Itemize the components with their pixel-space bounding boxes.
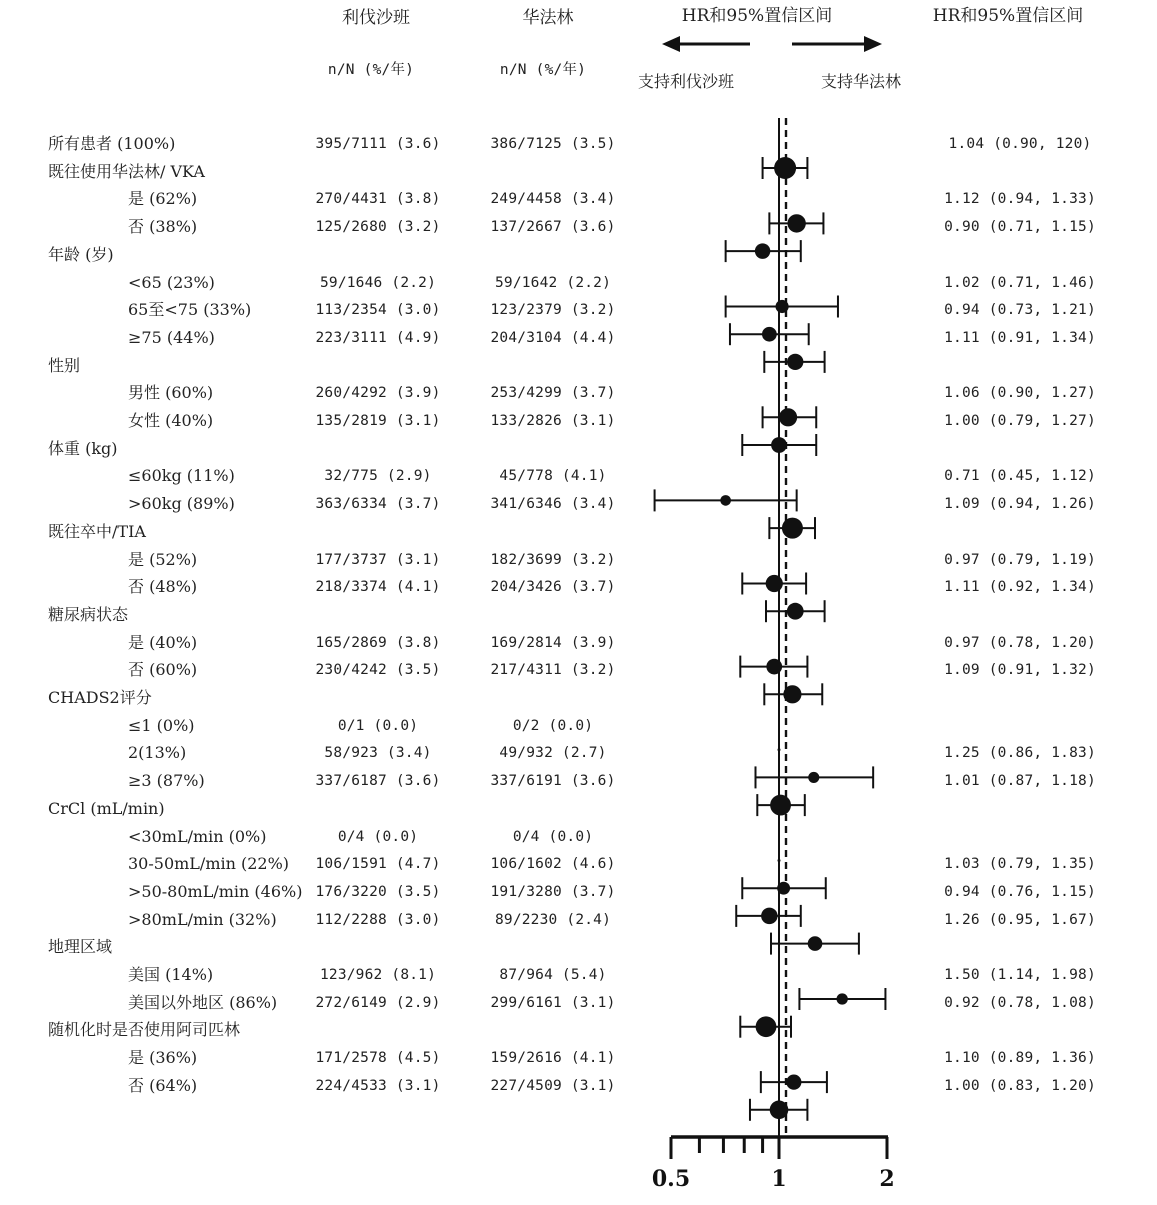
subgroup-label: 否 (48%) (128, 577, 198, 597)
forest-row-mark (764, 351, 824, 373)
warfarin-events: 137/2667 (3.6) (490, 219, 616, 236)
forest-row-mark (740, 656, 807, 678)
favor-rivaroxaban-label: 支持利伐沙班 (637, 72, 735, 91)
column-title-rivaroxaban: 利伐沙班 (342, 8, 410, 28)
hr-ci-value: 1.12 (0.94, 1.33) (944, 191, 1096, 208)
hr-ci-value: 1.11 (0.91, 1.34) (944, 329, 1096, 346)
forest-row-mark (742, 573, 806, 595)
hr-ci-value: 0.90 (0.71, 1.15) (944, 219, 1096, 236)
subgroup-heading: 体重 (kg) (48, 438, 118, 458)
subgroup-label: 否 (38%) (128, 217, 198, 237)
hr-point (808, 772, 819, 783)
subgroup-label: 30-50mL/min (22%) (128, 854, 290, 874)
subgroup-label: <30mL/min (0%) (128, 826, 267, 846)
column-title-warfarin: 华法林 (522, 8, 574, 28)
x-tick-label: 2 (879, 1166, 895, 1192)
subgroup-label: 所有患者 (100%) (48, 134, 176, 153)
x-axis (652, 1137, 895, 1192)
x-tick-label: 1 (771, 1166, 787, 1192)
hr-ci-value: 1.25 (0.86, 1.83) (944, 745, 1096, 762)
rivaroxaban-events: 218/3374 (4.1) (315, 579, 441, 596)
hr-ci-value: 1.09 (0.91, 1.32) (944, 662, 1096, 679)
rivaroxaban-events: 0/4 (0.0) (337, 828, 419, 845)
rivaroxaban-events: 0/1 (0.0) (337, 717, 419, 734)
rivaroxaban-events: 270/4431 (3.8) (315, 191, 441, 208)
forest-row-mark (742, 877, 825, 899)
subgroup-label: 女性 (40%) (128, 411, 214, 430)
hr-ci-value: 1.50 (1.14, 1.98) (944, 967, 1096, 983)
warfarin-events: 0/2 (0.0) (512, 717, 594, 734)
hr-point-empty (778, 859, 781, 862)
forest-row-mark (736, 905, 801, 927)
rivaroxaban-events: 224/4533 (3.1) (315, 1077, 441, 1094)
hr-ci-value: 1.10 (0.89, 1.36) (944, 1050, 1096, 1067)
rivaroxaban-events: 165/2869 (3.8) (315, 634, 441, 651)
hr-ci-value: 0.94 (0.76, 1.15) (944, 883, 1096, 900)
rivaroxaban-events: 113/2354 (3.0) (315, 302, 441, 319)
forest-row-mark (771, 933, 859, 955)
subgroup-label: 是 (36%) (128, 1048, 198, 1068)
forest-row-mark (766, 600, 825, 622)
rivaroxaban-events: 125/2680 (3.2) (315, 219, 441, 236)
forest-row-mark (764, 683, 822, 705)
column-unit-rivaroxaban: n/N (%/年) (327, 62, 415, 78)
subgroup-label: <65 (23%) (128, 272, 215, 292)
subgroup-label: ≥75 (44%) (128, 327, 215, 347)
hr-point (770, 795, 791, 816)
hr-point (783, 685, 801, 703)
subgroup-label: >50-80mL/min (46%) (128, 881, 303, 901)
rivaroxaban-events: 223/3111 (4.9) (315, 329, 441, 346)
hr-ci-value: 1.02 (0.71, 1.46) (944, 274, 1096, 291)
hr-point (770, 1101, 789, 1120)
warfarin-events: 123/2379 (3.2) (490, 302, 616, 319)
hr-point-empty (778, 748, 781, 751)
hr-ci-value: 0.94 (0.73, 1.21) (944, 302, 1096, 319)
rivaroxaban-events: 272/6149 (2.9) (315, 994, 441, 1011)
subgroup-label: 是 (40%) (128, 632, 198, 652)
subgroup-label: 否 (64%) (128, 1075, 198, 1095)
hr-point (779, 408, 797, 426)
warfarin-events: 253/4299 (3.7) (490, 385, 616, 402)
hr-point (774, 157, 796, 179)
rivaroxaban-events: 230/4242 (3.5) (315, 662, 441, 679)
rivaroxaban-events: 32/775 (2.9) (324, 468, 432, 485)
subgroup-label: 美国以外地区 (86%) (128, 992, 278, 1012)
rivaroxaban-events: 171/2578 (4.5) (315, 1050, 441, 1067)
forest-row-mark (726, 240, 801, 262)
subgroup-label: 是 (52%) (128, 549, 198, 569)
favor-left-arrow (662, 36, 750, 52)
rivaroxaban-events: 177/3737 (3.1) (315, 551, 441, 568)
forest-row-mark (750, 1099, 807, 1121)
warfarin-events: 0/4 (0.0) (512, 828, 594, 845)
x-tick-label: 0.5 (651, 1166, 691, 1192)
favor-warfarin-label: 支持华法林 (820, 72, 902, 91)
hr-point (756, 1016, 777, 1037)
hr-point (766, 659, 782, 675)
subgroup-heading: 年龄 (岁) (48, 244, 114, 264)
subgroup-heading: 随机化时是否使用阿司匹林 (48, 1020, 241, 1040)
hr-column-title: HR和95%置信区间 (932, 6, 1084, 26)
rivaroxaban-events: 123/962 (8.1) (319, 967, 437, 983)
subgroup-label: ≤1 (0%) (128, 715, 195, 735)
warfarin-events: 191/3280 (3.7) (490, 883, 616, 900)
forest-row-mark (769, 517, 815, 539)
rivaroxaban-events: 59/1646 (2.2) (319, 274, 437, 291)
hr-point (720, 495, 731, 506)
hr-ci-value: 1.00 (0.83, 1.20) (944, 1077, 1096, 1094)
hr-ci-value: 1.09 (0.94, 1.26) (944, 496, 1096, 513)
warfarin-events: 337/6191 (3.6) (490, 773, 616, 790)
forest-row-mark (742, 434, 816, 456)
hr-ci-value: 1.03 (0.79, 1.35) (944, 856, 1096, 873)
warfarin-events: 249/4458 (3.4) (490, 191, 616, 208)
hr-point (755, 243, 770, 258)
hr-point (787, 214, 805, 232)
hr-ci-value: 1.01 (0.87, 1.18) (944, 773, 1096, 790)
hr-ci-value: 1.11 (0.92, 1.34) (944, 579, 1096, 596)
warfarin-events: 169/2814 (3.9) (490, 634, 616, 651)
rivaroxaban-events: 106/1591 (4.7) (315, 856, 441, 873)
subgroup-heading: CHADS2评分 (48, 688, 152, 707)
subgroup-label: 男性 (60%) (128, 383, 214, 403)
subgroup-label: 65至<75 (33%) (128, 300, 252, 320)
warfarin-events: 299/6161 (3.1) (490, 994, 616, 1011)
hr-ci-value: 1.26 (0.95, 1.67) (944, 911, 1096, 928)
subgroup-heading: CrCl (mL/min) (48, 798, 165, 818)
subgroup-label: 是 (62%) (128, 189, 198, 209)
hr-point (836, 993, 847, 1004)
hr-point (771, 437, 787, 453)
rivaroxaban-events: 58/923 (3.4) (324, 745, 432, 762)
warfarin-events: 204/3426 (3.7) (490, 579, 616, 596)
hr-plot-title: HR和95%置信区间 (681, 6, 833, 26)
warfarin-events: 87/964 (5.4) (499, 967, 607, 983)
warfarin-events: 133/2826 (3.1) (490, 413, 616, 429)
warfarin-events: 182/3699 (3.2) (490, 551, 616, 568)
forest-row-mark (730, 323, 809, 345)
warfarin-events: 89/2230 (2.4) (494, 911, 612, 928)
warfarin-events: 386/7125 (3.5) (490, 136, 616, 152)
hr-ci-value: 0.71 (0.45, 1.12) (944, 468, 1096, 485)
warfarin-events: 45/778 (4.1) (499, 468, 607, 485)
warfarin-events: 227/4509 (3.1) (490, 1077, 616, 1094)
column-unit-warfarin: n/N (%/年) (499, 62, 587, 78)
warfarin-events: 341/6346 (3.4) (490, 496, 616, 513)
subgroup-heading: 性别 (48, 355, 81, 375)
hr-point (787, 354, 803, 370)
subgroup-label: 2(13%) (128, 743, 187, 763)
subgroup-label: 美国 (14%) (128, 965, 214, 984)
hr-point (762, 327, 777, 342)
hr-point (761, 908, 778, 925)
hr-point (786, 1075, 801, 1090)
hr-ci-value: 0.97 (0.79, 1.19) (944, 551, 1096, 568)
forest-row-mark (757, 794, 804, 816)
forest-row-mark (740, 1016, 791, 1038)
hr-point (766, 575, 783, 592)
forest-row-mark (763, 406, 817, 428)
subgroup-label: >80mL/min (32%) (128, 909, 277, 929)
hr-ci-value: 1.00 (0.79, 1.27) (944, 413, 1096, 429)
forest-row-mark (761, 1071, 827, 1093)
rivaroxaban-events: 363/6334 (3.7) (315, 496, 441, 513)
hr-point (782, 518, 803, 539)
warfarin-events: 159/2616 (4.1) (490, 1050, 616, 1067)
hr-point (787, 603, 804, 620)
rivaroxaban-events: 176/3220 (3.5) (315, 883, 441, 900)
warfarin-events: 217/4311 (3.2) (490, 662, 616, 679)
forest-row-mark (799, 988, 885, 1010)
forest-row-mark (726, 296, 838, 318)
forest-row-mark (763, 157, 808, 179)
hr-ci-value: 1.06 (0.90, 1.27) (944, 385, 1096, 402)
rivaroxaban-events: 337/6187 (3.6) (315, 773, 441, 790)
subgroup-label: 否 (60%) (128, 660, 198, 680)
hr-ci-value: 0.97 (0.78, 1.20) (944, 634, 1096, 651)
warfarin-events: 59/1642 (2.2) (494, 274, 612, 291)
hr-point (808, 936, 823, 951)
forest-row-mark (769, 212, 823, 234)
rivaroxaban-events: 112/2288 (3.0) (315, 911, 441, 928)
favor-right-arrow (792, 36, 882, 52)
hr-point (777, 882, 790, 895)
subgroup-heading: 既往使用华法林/ VKA (48, 161, 205, 181)
subgroup-heading: 地理区域 (48, 937, 113, 957)
rivaroxaban-events: 260/4292 (3.9) (315, 385, 441, 402)
warfarin-events: 204/3104 (4.4) (490, 329, 616, 346)
rivaroxaban-events: 135/2819 (3.1) (315, 413, 441, 429)
warfarin-events: 49/932 (2.7) (499, 745, 607, 762)
subgroup-heading: 糖尿病状态 (48, 604, 129, 624)
subgroup-label: >60kg (89%) (128, 494, 235, 514)
hr-ci-value: 0.92 (0.78, 1.08) (944, 994, 1096, 1011)
hr-ci-value: 1.04 (0.90, 120) (948, 136, 1092, 152)
rivaroxaban-events: 395/7111 (3.6) (315, 136, 441, 152)
subgroup-heading: 既往卒中/TIA (48, 521, 146, 541)
forest-row-mark (756, 766, 874, 788)
subgroup-label: ≥3 (87%) (128, 771, 205, 791)
hr-point (776, 300, 789, 313)
forest-row-mark (655, 489, 797, 511)
warfarin-events: 106/1602 (4.6) (490, 856, 616, 873)
subgroup-label: ≤60kg (11%) (128, 466, 235, 486)
